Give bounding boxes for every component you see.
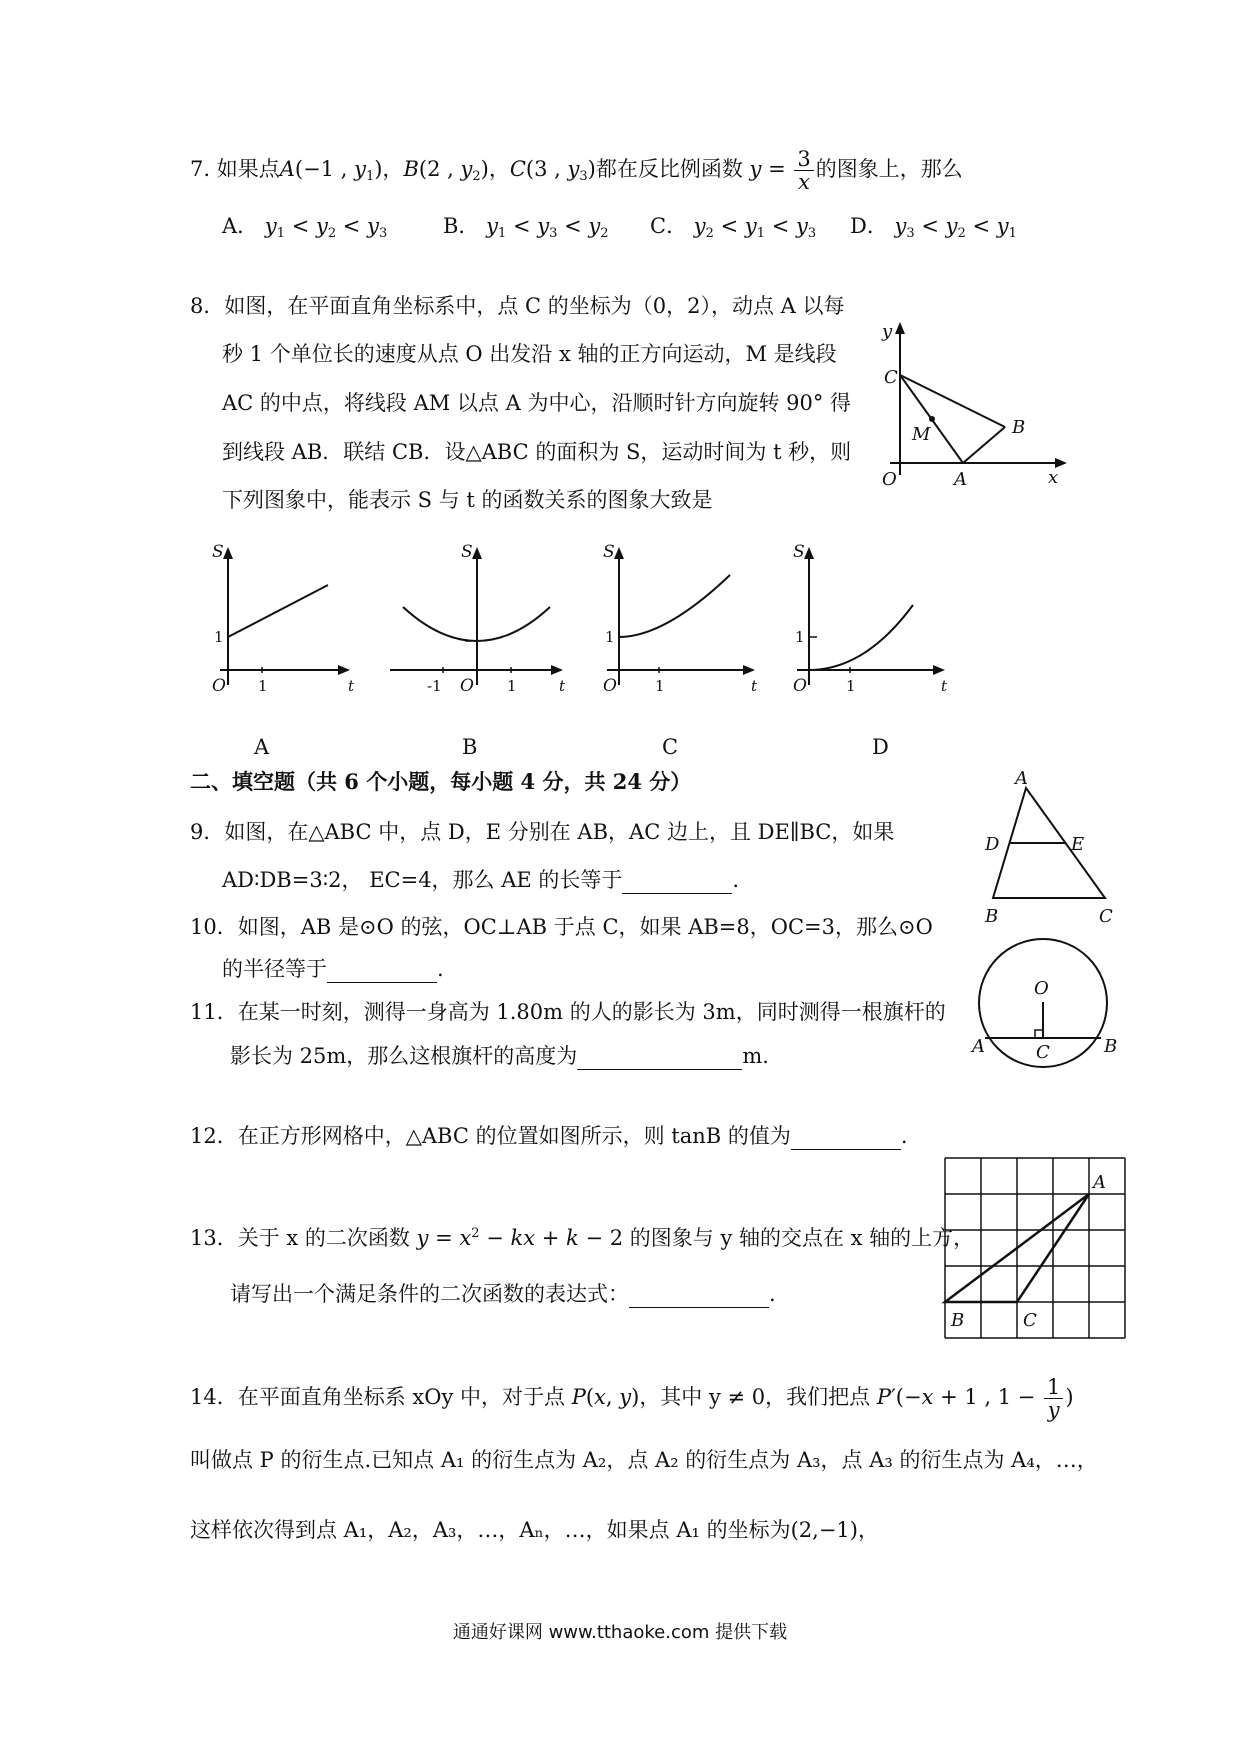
q10-line1: 10．如图，AB 是⊙O 的弦，OC⊥AB 于点 C，如果 AB=8，OC=3，那么⊙O (190, 915, 933, 939)
q7-option-a: A． $y_1 < y_2 < y_3$ (222, 214, 388, 241)
q10-line2: 的半径等于 . (222, 957, 444, 981)
q8-graph-b (385, 542, 575, 696)
svg-text:-1: -1 (427, 677, 442, 695)
q8-option-a-label: A (254, 735, 270, 759)
q8-graph-a (200, 542, 360, 696)
svg-text:C: C (1036, 1042, 1050, 1063)
svg-text:1: 1 (846, 677, 856, 695)
q9-line1: 9．如图，在△ABC 中，点 D，E 分别在 AB，AC 边上，且 DE∥BC，如果 (190, 820, 895, 844)
svg-text:C: C (1099, 906, 1113, 927)
q7-option-b: B． $y_1 < y_3 < y_2$ (443, 214, 609, 241)
q7-stem-a: 7. 如果点 (190, 157, 280, 181)
q8-label-x: x (1048, 467, 1059, 488)
q10-figure (970, 940, 1120, 1080)
q7-option-c: C． $y_2 < y_1 < y_3$ (650, 214, 817, 241)
svg-text:O: O (793, 676, 807, 696)
q8-line5: 下列图象中，能表示 S 与 t 的函数关系的图象大致是 (222, 488, 713, 512)
svg-text:O: O (603, 676, 617, 696)
svg-text:S: S (603, 542, 615, 562)
q8-label-a: A (954, 469, 967, 490)
q14-line3: 这样依次得到点 A₁，A₂，A₃，…，Aₙ，…，如果点 A₁ 的坐标为(2,−1)， (190, 1518, 879, 1542)
q7-stem-b: 都在反比例函数 (595, 157, 743, 181)
q9-answer-blank[interactable] (622, 871, 732, 894)
q8-line2: 秒 1 个单位长的速度从点 O 出发沿 x 轴的正方向运动，M 是线段 (222, 342, 837, 366)
q8-graph-d (785, 542, 955, 696)
q11-answer-blank[interactable] (577, 1047, 742, 1070)
svg-text:S: S (793, 542, 805, 562)
svg-text:B: B (951, 1310, 965, 1331)
q8-label-y: y (882, 321, 893, 342)
q8-label-m: M (912, 424, 931, 445)
q8-option-d-label: D (872, 735, 889, 759)
section2-title: 二、填空题（共 6 个小题，每小题 4 分，共 24 分） (190, 769, 692, 794)
svg-text:D: D (985, 834, 1000, 855)
q8-label-c: C (884, 367, 898, 388)
q8-line4: 到线段 AB．联结 CB．设△ABC 的面积为 S，运动时间为 t 秒，则 (222, 440, 852, 464)
q13-line1: 13．关于 x 的二次函数 $y = x^2$ − kx + k − 2 的图象与 y 轴的交点在 x 轴的上方， (190, 1226, 975, 1250)
q9-line2: AD∶DB=3∶2， EC=4，那么 AE 的长等于 . (222, 868, 740, 892)
svg-text:A: A (1015, 768, 1028, 789)
q8-graph-c (595, 542, 765, 696)
q11-line2: 影长为 25m，那么这根旗杆的高度为 m. (230, 1044, 769, 1068)
q7-stem-c: 的图象上，那么 (815, 157, 963, 181)
q10-answer-blank[interactable] (327, 960, 437, 983)
svg-text:t: t (348, 677, 355, 695)
svg-text:S: S (212, 542, 224, 562)
q13-answer-blank[interactable] (629, 1285, 769, 1308)
svg-text:A: A (1093, 1172, 1106, 1193)
q8-option-c-label: C (662, 735, 679, 759)
svg-text:O: O (1034, 978, 1049, 999)
q8-line1: 8．如图，在平面直角坐标系中，点 C 的坐标为（0，2），动点 A 以每 (190, 294, 845, 318)
q12-line1: 12．在正方形网格中，△ABC 的位置如图所示，则 tanB 的值为 . (190, 1124, 908, 1148)
q8-label-o: O (882, 469, 897, 490)
svg-text:A: A (972, 1036, 985, 1057)
q13-line2: 请写出一个满足条件的二次函数的表达式： . (230, 1282, 776, 1306)
svg-text:1: 1 (795, 628, 805, 646)
svg-text:1: 1 (214, 628, 224, 646)
q7-option-d: D． $y_3 < y_2 < y_1$ (850, 214, 1017, 241)
svg-text:1: 1 (258, 677, 268, 695)
svg-text:t: t (941, 677, 948, 695)
svg-text:E: E (1071, 834, 1085, 855)
svg-text:B: B (985, 906, 999, 927)
svg-text:t: t (559, 677, 566, 695)
q12-answer-blank[interactable] (791, 1127, 901, 1150)
q8-option-b-label: B (462, 735, 478, 759)
svg-text:O: O (460, 676, 474, 696)
svg-text:1: 1 (507, 677, 517, 695)
svg-text:1: 1 (605, 628, 615, 646)
q8-line3: AC 的中点，将线段 AM 以点 A 为中心，沿顺时针方向旋转 90° 得 (222, 391, 852, 415)
page-footer: 通通好课网 www.tthaoke.com 提供下载 (452, 1622, 788, 1643)
svg-text:1: 1 (655, 677, 665, 695)
q8-figure (870, 320, 1070, 490)
q14-line2: 叫做点 P 的衍生点.已知点 A₁ 的衍生点为 A₂，点 A₂ 的衍生点为 A₃，点 A₃ 的衍生点为 A₄，…， (190, 1448, 1098, 1472)
svg-text:t: t (751, 677, 758, 695)
svg-text:B: B (1104, 1036, 1118, 1057)
q11-line1: 11．在某一时刻，测得一身高为 1.80m 的人的影长为 3m，同时测得一根旗杆的 (190, 1000, 946, 1024)
q9-figure (985, 770, 1135, 930)
svg-text:S: S (461, 542, 473, 562)
q8-label-b: B (1012, 417, 1026, 438)
q7-stem: 7. 如果点A(−1 , $y_1$)，B(2 , $y_2$)，C(3 , $y_3$)都在反比例函数 y = $\frac{3}{x}$ 的图象上，那么 (190, 147, 963, 194)
svg-text:C: C (1023, 1310, 1037, 1331)
svg-text:O: O (212, 676, 226, 696)
q14-line1: 14．在平面直角坐标系 xOy 中，对于点 P(x, y)，其中 y ≠ 0，我们把点 P′(−x + 1 , 1 − $\frac{1}{y}$ ) (190, 1375, 1074, 1422)
q12-grid-figure (945, 1158, 1135, 1348)
